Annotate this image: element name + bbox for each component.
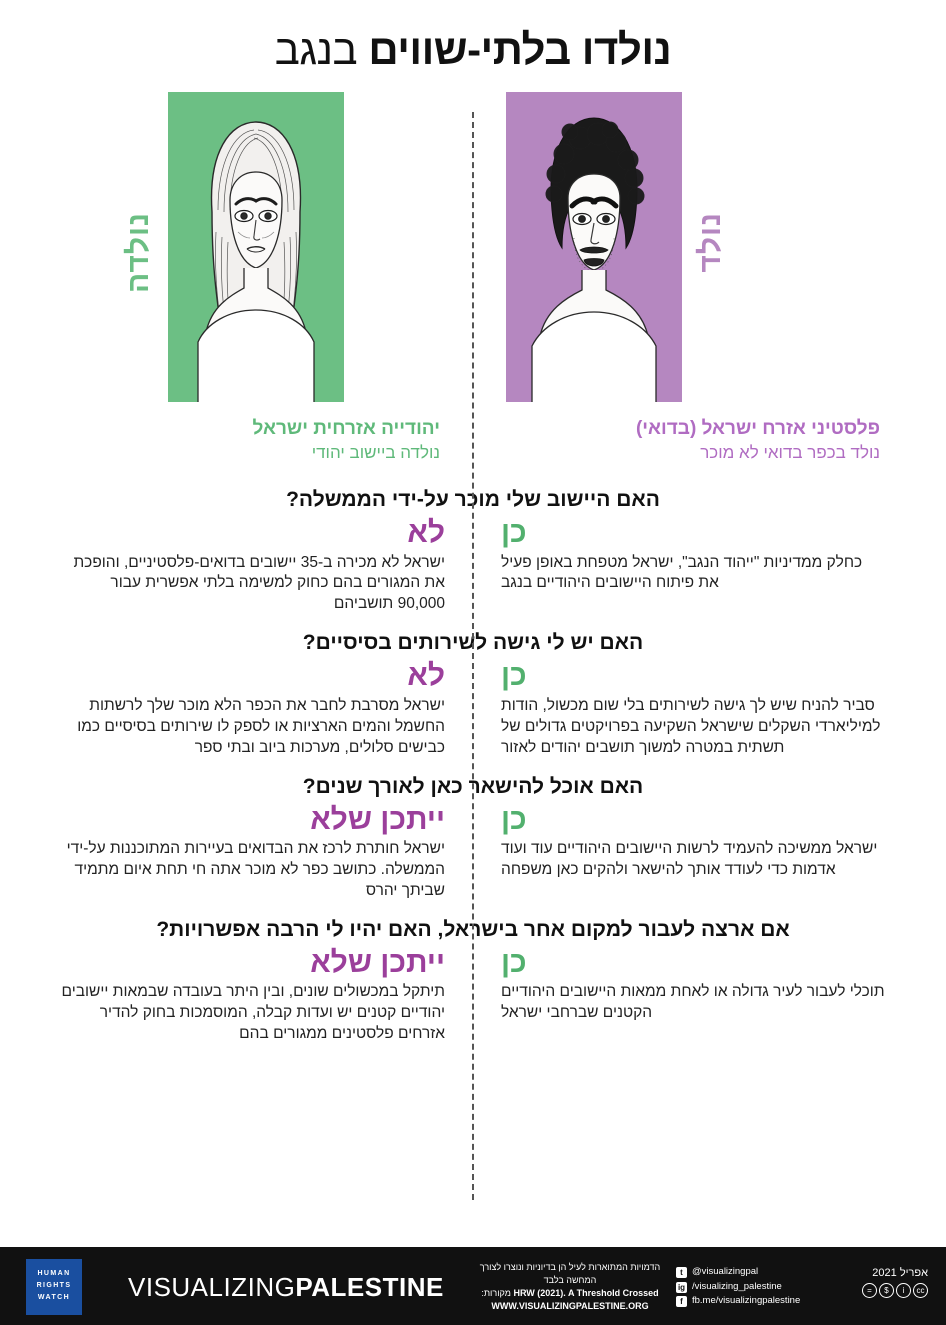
answer-label-palestinian: ייתכן שלא — [310, 945, 445, 979]
logo-word-visualizing: VISUALIZING — [128, 1272, 296, 1302]
answer-column-israeli — [473, 516, 906, 615]
creative-commons-icons — [862, 1283, 928, 1298]
answer-label-palestinian: לא — [407, 659, 445, 693]
answer-label-israeli: כן — [501, 945, 527, 979]
answer-detail-palestinian: ישראל לא מכירה ב-35 יישובים בדואים-פלסטיניים, והופכת את המגורים בהם כחוק למשימה בלתי אפשרית עבור 90,000 תושביהם — [73, 553, 445, 613]
cc-nd-icon: = — [862, 1283, 877, 1298]
social-row-twitter[interactable] — [676, 1265, 800, 1280]
credit-line-2: המחשה בלבד — [543, 1275, 597, 1286]
facebook-icon: f — [676, 1296, 687, 1307]
cc-icon: cc — [913, 1283, 928, 1298]
title-bold: נולדו בלתי-שווים — [368, 26, 672, 73]
question-text: האם היישוב שלי מוכר על-ידי הממשלה? — [286, 488, 660, 511]
answer-detail-israeli: סביר להניח שיש לך גישה לשירותים בלי שום מכשול, הודות למיליארדי השקלים שישראל השקיעה בפרויקטים גדולים של תשתית במטרה למשוך תושבים יהודים לאזור — [501, 696, 881, 756]
side-label-palestinian: נולד — [694, 212, 727, 273]
question-text: אם ארצה לעבור למקום אחר בישראל, האם יהיו לי הרבה אפשרויות? — [156, 917, 790, 941]
social-row-instagram[interactable] — [676, 1280, 800, 1295]
answer-label-palestinian: ייתכן שלא — [310, 802, 445, 836]
answer-label-israeli: כן — [501, 802, 527, 836]
website-url[interactable]: WWW.VISUALIZINGPALESTINE.ORG — [491, 1301, 649, 1312]
caption-israeli — [60, 418, 440, 463]
portrait-block-israeli — [122, 92, 344, 402]
footer-bar — [0, 1247, 946, 1325]
answer-column-palestinian — [40, 946, 473, 1045]
answer-detail-palestinian: תיתקל במכשולים שונים, ובין היתר בעובדה שבמאות יישובים יהודיים קטנים יש ועדות קבלה, המוסמכות בחוק להדיר אזרחים פלסטינים ממגורים בהם — [61, 983, 445, 1043]
visualizing-palestine-logo[interactable] — [128, 1272, 444, 1303]
credit-line-1: הדמויות המתוארות לעיל הן בדיוניות ונוצרו לצורך — [479, 1262, 661, 1272]
caption-israeli-name: יהודייה אזרחית ישראל — [252, 418, 440, 439]
footer-date-block — [862, 1267, 928, 1298]
answer-detail-israeli: ישראל ממשיכה להעמיד לרשות היישובים היהודיים עוד ועוד אדמות כדי לעודד אותך להישאר ולהקים כאן משפחה — [501, 840, 878, 878]
answer-detail-palestinian: ישראל חותרת לרכז את הבדואים בעיירות המתוכננות על-ידי הממשלה. כתושב כפר לא מוכר אתה חי תחת איום מתמיד שביתך יהרס — [66, 840, 445, 899]
side-label-israeli: נולדה — [122, 212, 155, 293]
social-row-facebook[interactable] — [676, 1294, 800, 1309]
answer-column-palestinian — [40, 659, 473, 758]
page-title — [0, 0, 946, 74]
instagram-handle: /visualizing_palestine — [692, 1280, 782, 1292]
portrait-frame-palestinian — [506, 92, 682, 402]
source-prefix: מקורות: — [481, 1288, 511, 1299]
portrait-frame-israeli — [168, 92, 344, 402]
hrw-logo[interactable]: HUMAN RIGHTS WATCH — [26, 1259, 82, 1315]
title-thin: בנגב — [274, 26, 358, 73]
answer-detail-israeli: תוכלי לעבור לעיר גדולה או לאחת ממאות היישובים היהודיים הקטנים שברחבי ישראל — [501, 983, 885, 1022]
center-divider — [472, 112, 474, 1200]
publication-date: אפריל 2021 — [872, 1267, 928, 1279]
answer-label-palestinian: לא — [407, 516, 445, 549]
question-text: האם אוכל להישאר כאן לאורך שנים? — [302, 774, 644, 798]
answer-column-palestinian — [40, 516, 473, 615]
footer-credits — [455, 1261, 685, 1313]
answer-column-palestinian — [40, 803, 473, 902]
portrait-block-palestinian — [506, 92, 727, 402]
answer-label-israeli: כן — [501, 659, 527, 693]
caption-palestinian — [500, 418, 880, 463]
bedouin-man-portrait-icon — [506, 92, 682, 402]
logo-word-palestine: PALESTINE — [295, 1272, 444, 1302]
instagram-icon: ig — [677, 1282, 686, 1292]
source-text: HRW (2021). A Threshold Crossed — [513, 1288, 659, 1299]
answer-column-israeli — [473, 946, 906, 1045]
cc-by-icon: i — [896, 1283, 911, 1298]
twitter-handle: @visualizingpal — [692, 1266, 759, 1277]
answer-column-israeli — [473, 803, 906, 902]
caption-palestinian-sub: נולד בכפר בדואי לא מוכר — [700, 443, 880, 462]
jewish-woman-portrait-icon — [168, 92, 344, 402]
answer-column-israeli — [473, 659, 906, 758]
answer-detail-palestinian: ישראל מסרבת לחבר את הכפר הלא מוכר שלך לרשתות החשמל והמים הארציות או לספק לו שירותים בסיסיים כמו כבישים סלולים, מערכות ביוב ובתי ספר — [77, 696, 445, 756]
cc-nc-icon: $ — [879, 1283, 894, 1298]
caption-palestinian-name: פלסטיני אזרח ישראל (בדואי) — [635, 418, 880, 439]
answer-detail-israeli: כחלק ממדיניות "ייהוד הנגב", ישראל מטפחת באופן פעיל את פיתוח היישובים היהודיים בנגב — [501, 553, 863, 592]
question-text: האם יש לי גישה לשירותים בסיסיים? — [302, 631, 644, 655]
twitter-icon: t — [676, 1267, 687, 1278]
caption-israeli-sub: נולדה ביישוב יהודי — [311, 443, 440, 462]
facebook-handle: fb.me/visualizingpalestine — [692, 1295, 801, 1307]
social-links — [676, 1265, 800, 1309]
answer-label-israeli: כן — [501, 516, 527, 549]
